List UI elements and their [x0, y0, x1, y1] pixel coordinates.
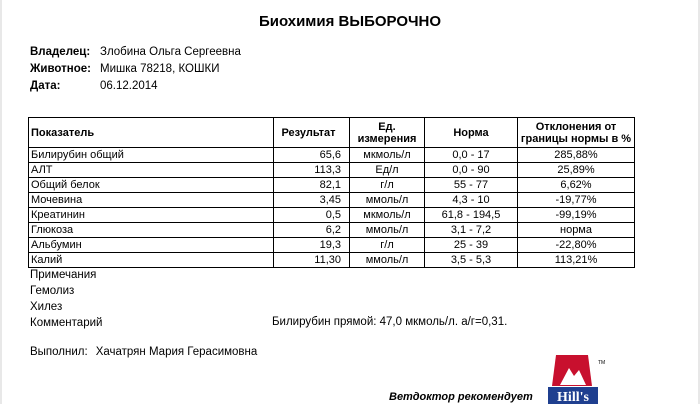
hemolysis-label: Гемолиз	[30, 285, 75, 297]
table-header-row	[29, 118, 635, 148]
table-row	[29, 163, 635, 178]
hills-logo	[538, 352, 608, 404]
svg-text:TM: TM	[598, 360, 606, 366]
cell-norm: 0,0 - 17	[425, 148, 518, 163]
cell-unit: ммоль/л	[350, 193, 425, 208]
chylosis-label: Хилез	[30, 301, 63, 313]
cell-name: АЛТ	[29, 163, 274, 178]
cell-name: Общий белок	[29, 178, 274, 193]
performer-label: Выполнил:	[30, 346, 88, 358]
cell-unit: г/л	[350, 238, 425, 253]
cell-norm: 61,8 - 194,5	[425, 208, 518, 223]
header-indicator: Показатель	[29, 118, 274, 148]
cell-norm: 55 - 77	[425, 178, 518, 193]
cell-name: Глюкоза	[29, 223, 274, 238]
animal-line	[30, 62, 220, 77]
cell-name: Альбумин	[29, 238, 274, 253]
header-unit: Ед. измерения	[350, 118, 425, 148]
date-value: 06.12.2014	[100, 80, 158, 92]
owner-value: Злобина Ольга Сергеевна	[100, 46, 241, 58]
owner-line	[30, 45, 241, 60]
cell-unit: ммоль/л	[350, 223, 425, 238]
cell-deviation: норма	[518, 223, 635, 238]
cell-result: 6,2	[274, 223, 350, 238]
cell-deviation: -99,19%	[518, 208, 635, 223]
cell-norm: 3,1 - 7,2	[425, 223, 518, 238]
cell-name: Креатинин	[29, 208, 274, 223]
cell-name: Мочевина	[29, 193, 274, 208]
table-row	[29, 238, 635, 253]
cell-result: 11,30	[274, 253, 350, 268]
cell-norm: 3,5 - 5,3	[425, 253, 518, 268]
header-deviation: Отклонения от границы нормы в %	[518, 118, 635, 148]
comments-label: Комментарий	[30, 317, 103, 329]
animal-label: Животное:	[30, 63, 91, 75]
cell-deviation: -22,80%	[518, 238, 635, 253]
animal-value: Мишка 78218, КОШКИ	[100, 63, 220, 75]
date-line	[30, 79, 158, 94]
cell-unit: мкмоль/л	[350, 148, 425, 163]
table-row	[29, 178, 635, 193]
cell-deviation: -19,77%	[518, 193, 635, 208]
cell-unit: мкмоль/л	[350, 208, 425, 223]
cell-result: 3,45	[274, 193, 350, 208]
cell-name: Билирубин общий	[29, 148, 274, 163]
table-row	[29, 208, 635, 223]
cell-deviation: 113,21%	[518, 253, 635, 268]
cell-norm: 25 - 39	[425, 238, 518, 253]
brand-tagline: Ветдоктор рекомендует	[389, 391, 533, 403]
cell-result: 19,3	[274, 238, 350, 253]
cell-deviation: 25,89%	[518, 163, 635, 178]
page-edge-left	[0, 0, 2, 404]
remarks-label: Примечания	[30, 269, 97, 281]
date-label: Дата:	[30, 80, 61, 92]
svg-text:Hill's: Hill's	[557, 390, 589, 404]
cell-norm: 0,0 - 90	[425, 163, 518, 178]
cell-result: 65,6	[274, 148, 350, 163]
cell-result: 113,3	[274, 163, 350, 178]
cell-deviation: 285,88%	[518, 148, 635, 163]
results-table	[28, 117, 635, 268]
table-row	[29, 148, 635, 163]
table-row	[29, 193, 635, 208]
performer-line	[30, 346, 257, 358]
cell-result: 82,1	[274, 178, 350, 193]
header-norm: Норма	[425, 118, 518, 148]
table-row	[29, 253, 635, 268]
performer-name: Хачатрян Мария Герасимовна	[95, 346, 258, 358]
table-row	[29, 223, 635, 238]
cell-name: Калий	[29, 253, 274, 268]
header-result: Результат	[274, 118, 350, 148]
cell-result: 0,5	[274, 208, 350, 223]
cell-norm: 4,3 - 10	[425, 193, 518, 208]
owner-label: Владелец:	[30, 46, 91, 58]
cell-unit: г/л	[350, 178, 425, 193]
comments-text: Билирубин прямой: 47,0 мкмоль/л. а/г=0,31.	[272, 316, 508, 328]
cell-deviation: 6,62%	[518, 178, 635, 193]
cell-unit: ммоль/л	[350, 253, 425, 268]
cell-unit: Ед/л	[350, 163, 425, 178]
report-title: Биохимия ВЫБОРОЧНО	[258, 13, 442, 30]
